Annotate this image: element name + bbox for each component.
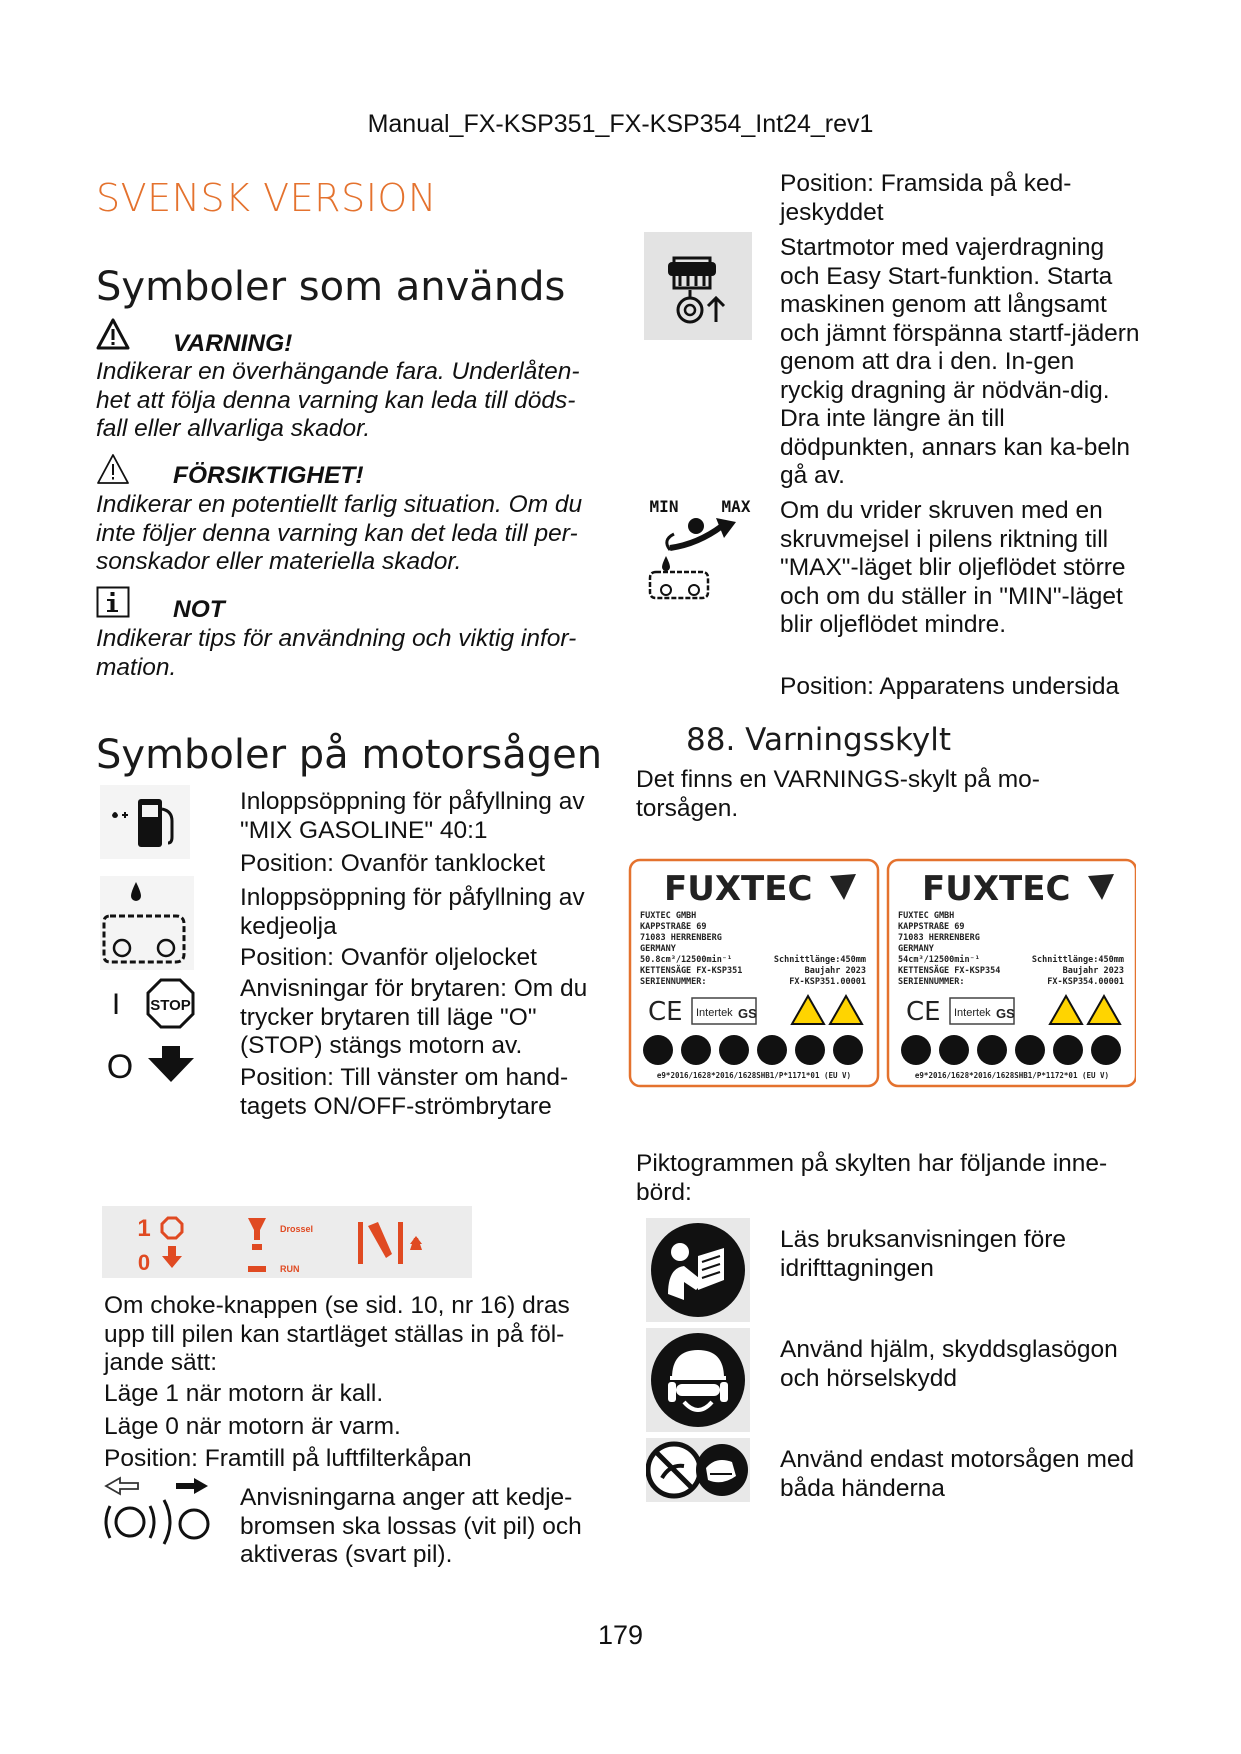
choke-line2: Läge 1 när motorn är kall.: [104, 1380, 384, 1407]
switch-i-label: I: [111, 988, 121, 1021]
label-serial: FX-KSP351.00001: [789, 977, 866, 987]
note-text: Indikerar tips för användning och viktig infor-mation.: [96, 625, 577, 681]
page-number: 179: [597, 1620, 644, 1650]
symbols-used-heading: Symboler som används: [96, 264, 566, 310]
fuel-text: Inloppsöppning för påfyllning av "MIX GASOLINE" 40:1: [240, 788, 585, 844]
label-line: KAPPSTRAßE 69: [898, 922, 965, 932]
label-brand: FUXTEC: [922, 869, 1071, 909]
label-line: KETTENSÄGE FX-KSP351: [640, 966, 743, 976]
choke-1-label: 1: [137, 1215, 151, 1242]
caution-triangle-icon: [96, 453, 130, 485]
chain-brake-icon: [100, 1474, 215, 1546]
mandatory-pictogram-icon: [643, 1035, 673, 1065]
gs-label: GS: [996, 1006, 1015, 1021]
pictogram-1-text: Läs bruksanvisningen före idrifttagningen: [780, 1226, 1067, 1282]
warning-text: Indikerar en överhängande fara. Underlåten-het att följa denna varning kan leda till döds-fall eller allvarliga skador.: [96, 358, 580, 442]
mandatory-pictogram-icon: [795, 1035, 825, 1065]
warning-sign-heading: 88. Varningsskylt: [686, 722, 951, 758]
pictogram-3-text: Använd endast motorsågen med båda händerna: [780, 1446, 1135, 1502]
label-approval: e9*2016/1628*2016/1628SHB1/P*1172*01 (EU V): [914, 1071, 1110, 1080]
starter-text: Startmotor med vajerdragning och Easy Start-funktion. Starta maskinen genom att långsamt och jämnt förspänna startf-jädern genom att dra i den. In-gen ryckig dragning är nödvän-dig. Dra inte längre än till dödpunkten, annars kan ka-beln gå av.: [780, 234, 1140, 489]
gs-label: GS: [738, 1006, 757, 1021]
two-hands-icon: [646, 1438, 750, 1502]
label-line: GERMANY: [640, 944, 676, 954]
warning-sign-intro: Det finns en VARNINGS-skylt på mo-torsågen.: [636, 766, 1040, 822]
choke-position: Position: Framtill på luftfilterkåpan: [104, 1445, 472, 1472]
mandatory-pictogram-icon: [901, 1035, 931, 1065]
label-line: KETTENSÄGE FX-KSP354: [898, 966, 1001, 976]
warning-labels: [628, 858, 1136, 1088]
oil-min-label: MIN: [649, 497, 679, 516]
intertek-label: Intertek: [954, 1007, 991, 1019]
mandatory-pictogram-icon: [719, 1035, 749, 1065]
ce-mark: CE: [648, 997, 683, 1027]
mandatory-pictogram-icon: [977, 1035, 1007, 1065]
label-bar-length: Schnittlänge:450mm: [1031, 955, 1124, 965]
choke-0-label: 0: [137, 1250, 151, 1275]
saw-symbols-heading: Symboler på motorsågen: [96, 732, 603, 778]
label-line: 54cm³/12500min⁻¹: [898, 955, 980, 965]
choke-line1: Om choke-knappen (se sid. 10, nr 16) dras upp till pilen kan startläget ställas in på föl-jande sätt:: [104, 1292, 570, 1376]
ce-mark: CE: [906, 997, 941, 1027]
note-label: NOT: [173, 596, 225, 623]
label-bar-length: Schnittlänge:450mm: [773, 955, 866, 965]
helmet-goggles-earmuffs-icon: [646, 1328, 750, 1432]
oil-flow-position: Position: Apparatens undersida: [780, 673, 1120, 700]
mandatory-pictogram-icon: [757, 1035, 787, 1065]
pictograms-intro: Piktogrammen på skylten har följande inne-börd:: [636, 1150, 1108, 1206]
label-approval: e9*2016/1628*2016/1628SHB1/P*1171*01 (EU V): [656, 1071, 852, 1080]
mandatory-pictogram-icon: [681, 1035, 711, 1065]
switch-position: Position: Till vänster om hand-tagets ON/OFF-strömbrytare: [240, 1064, 569, 1120]
label-line: SERIENNUMMER:: [898, 977, 965, 987]
running-header: Manual_FX-KSP351_FX-KSP354_Int24_rev1: [367, 110, 874, 138]
oil-max-label: MAX: [721, 497, 751, 516]
label-line: FUXTEC GMBH: [640, 911, 697, 921]
mandatory-pictogram-icon: [1053, 1035, 1083, 1065]
fuel-pump-icon: [100, 785, 190, 859]
front-position-text: Position: Framsida på ked-jeskyddet: [780, 170, 1072, 226]
label-line: SERIENNUMMER:: [640, 977, 707, 987]
warning-triangle-icon: [96, 318, 130, 350]
brake-text: Anvisningarna anger att kedje-bromsen ska lossas (vit pil) och aktiveras (svart pil).: [240, 1484, 582, 1568]
oil-flow-text: Om du vrider skruven med en skruvmejsel i pilens riktning till "MAX"-läget blir oljeflödet större och om du ställer in "MIN"-läget blir oljeflödet mindre.: [780, 497, 1126, 638]
choke-symbols-strip: [102, 1206, 472, 1278]
mandatory-pictogram-icon: [1015, 1035, 1045, 1065]
label-line: GERMANY: [898, 944, 934, 954]
label-line: 50.8cm³/12500min⁻¹: [640, 955, 733, 965]
choke-line3: Läge 0 när motorn är varm.: [104, 1413, 401, 1440]
label-year: Baujahr 2023: [804, 966, 866, 976]
drossel-label: Drossel: [280, 1224, 314, 1234]
label-line: FUXTEC GMBH: [898, 911, 955, 921]
pictogram-2-text: Använd hjälm, skyddsglasögon och hörselskydd: [780, 1336, 1118, 1392]
caution-label: FÖRSIKTIGHET!: [173, 462, 364, 489]
label-line: 71083 HERRENBERG: [640, 933, 722, 943]
oil-text: Inloppsöppning för påfyllning av kedjeolja: [240, 884, 585, 940]
mandatory-pictogram-icon: [939, 1035, 969, 1065]
intertek-label: Intertek: [696, 1007, 733, 1019]
read-manual-icon: [646, 1218, 750, 1322]
caution-text: Indikerar en potentiellt farlig situation. Om du inte följer denna varning kan det leda till per-sonskador eller materiella skador.: [96, 491, 583, 575]
switch-text: Anvisningar för brytaren: Om du trycker brytaren till läge "O" (STOP) stängs motorn av.: [240, 975, 588, 1059]
label-line: KAPPSTRAßE 69: [640, 922, 707, 932]
warning-label: VARNING!: [173, 330, 293, 357]
oil-flow-adjust-icon: [644, 494, 760, 606]
info-icon: [96, 586, 130, 618]
switch-o-label: O: [106, 1048, 134, 1086]
fuel-position: Position: Ovanför tanklocket: [240, 850, 546, 877]
stop-label: STOP: [150, 997, 191, 1014]
mandatory-pictogram-icon: [1091, 1035, 1121, 1065]
section-title: SVENSK VERSION: [96, 176, 437, 220]
run-label: RUN: [280, 1264, 300, 1274]
oil-position: Position: Ovanför oljelocket: [240, 944, 537, 971]
label-brand: FUXTEC: [664, 869, 813, 909]
starter-pull-icon: [644, 232, 752, 340]
label-serial: FX-KSP354.00001: [1047, 977, 1124, 987]
label-line: 71083 HERRENBERG: [898, 933, 980, 943]
mandatory-pictogram-icon: [833, 1035, 863, 1065]
on-off-switch-icon: [100, 978, 210, 1088]
chain-oil-icon: [100, 876, 194, 970]
label-year: Baujahr 2023: [1062, 966, 1124, 976]
